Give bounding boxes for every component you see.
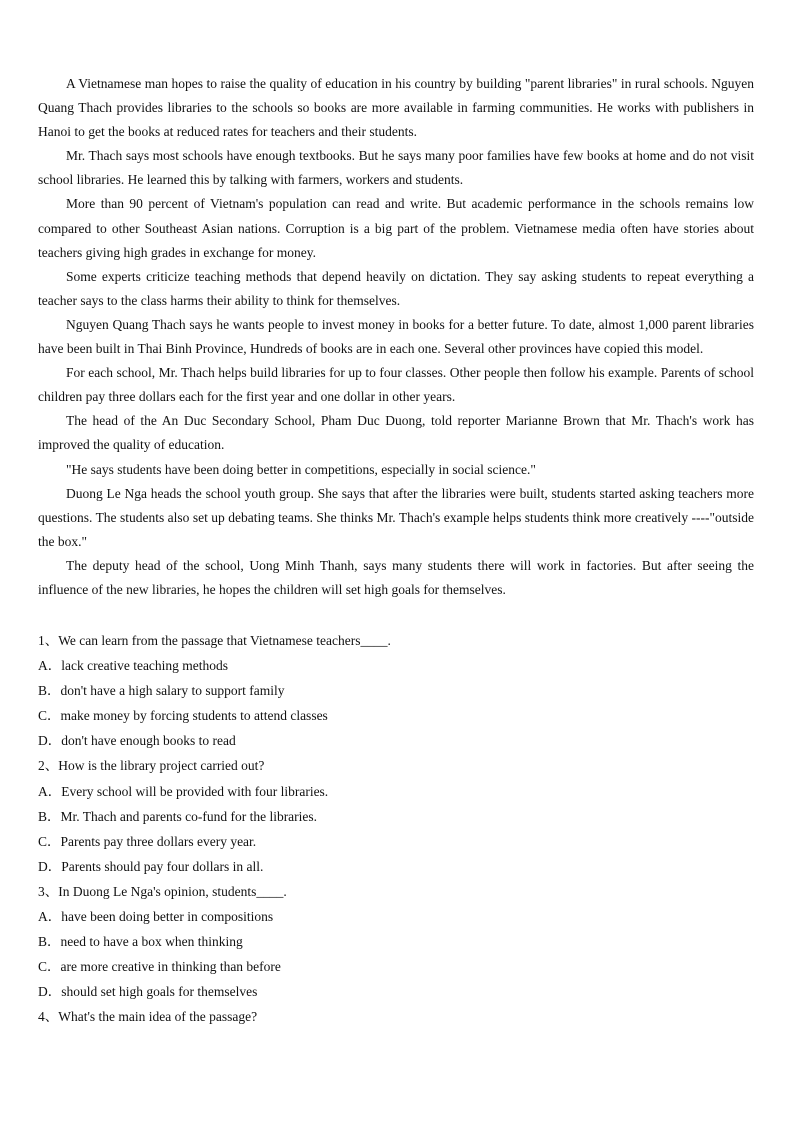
question-2-option-a: A．Every school will be provided with four libraries. [38,783,329,799]
passage-paragraph-6: For each school, Mr. Thach helps build libraries for up to four classes. Other people then follow his example. Parents of school children pay three dollars each for the first year and one dollar in other years. [38,365,754,405]
question-1-option-c: C．make money by forcing students to attend classes [38,708,328,724]
question-2-stem: 2、How is the library project carried out? [38,758,265,774]
passage-paragraph-7: The head of the An Duc Secondary School, Pham Duc Duong, told reporter Marianne Brown that Mr. Thach's work has improved the quality of education. [38,413,754,453]
question-2-option-c: C．Parents pay three dollars every year. [38,833,257,849]
question-3-stem: 3、In Duong Le Nga's opinion, students____. [38,883,287,899]
question-3-option-a: A．have been doing better in compositions [38,909,274,925]
passage-paragraph-5: Nguyen Quang Thach says he wants people to invest money in books for a better future. To date, almost 1,000 parent libraries have been built in Thai Binh Province, Hundreds of books are in each one. Several other provinces have copied this model. [38,316,754,357]
question-1-option-a: A．lack creative teaching methods [38,658,229,674]
question-list [38,628,754,1030]
question-2-option-d: D．Parents should pay four dollars in all. [38,858,264,874]
passage-paragraph-4: Some experts criticize teaching methods that depend heavily on dictation. They say asking students to repeat everything a teacher says to the class harms their ability to think for themselves. [38,268,754,308]
passage-paragraph-9: Duong Le Nga heads the school youth group. She says that after the libraries were built, students started asking teachers more questions. The students also set up debating teams. She thinks Mr. Thach's example helps students think more creatively ----"outside the box." [38,485,754,549]
question-1-stem: 1、We can learn from the passage that Vietnamese teachers____. [38,633,391,648]
question-3-option-b: B．need to have a box when thinking [38,934,243,950]
reading-passage [38,72,754,602]
question-3-option-d: D．should set high goals for themselves [38,984,258,1000]
question-2-option-b: B．Mr. Thach and parents co-fund for the libraries. [38,808,318,824]
passage-paragraph-10: The deputy head of the school, Uong Minh Thanh, says many students there will work in factories. But after seeing the influence of the new libraries, he hopes the children will set high goals for themselves. [38,557,754,597]
question-1-option-b: B．don't have a high salary to support family [38,683,285,699]
passage-paragraph-1: A Vietnamese man hopes to raise the quality of education in his country by building "parent libraries" in rural schools. Nguyen Quang Thach provides libraries to the schools so books are more available in farming communities. He works with publishers in Hanoi to get the books at reduced rates for teachers and their students. [38,76,754,140]
question-3-option-c: C．are more creative in thinking than before [38,959,281,975]
passage-paragraph-3: More than 90 percent of Vietnam's population can read and write. But academic performance in the schools remains low compared to other Southeast Asian nations. Corruption is a big part of the problem. Vietnamese media often have stories about teachers giving high grades in exchange for money. [38,196,754,260]
passage-paragraph-2: Mr. Thach says most schools have enough textbooks. But he says many poor families have few books at home and do not visit school libraries. He learned this by talking with farmers, workers and students. [38,148,754,188]
passage-paragraph-8: "He says students have been doing better in competitions, especially in social science." [66,461,536,477]
question-1-option-d: D．don't have enough books to read [38,733,236,749]
question-4-stem: 4、What's the main idea of the passage? [38,1009,258,1025]
